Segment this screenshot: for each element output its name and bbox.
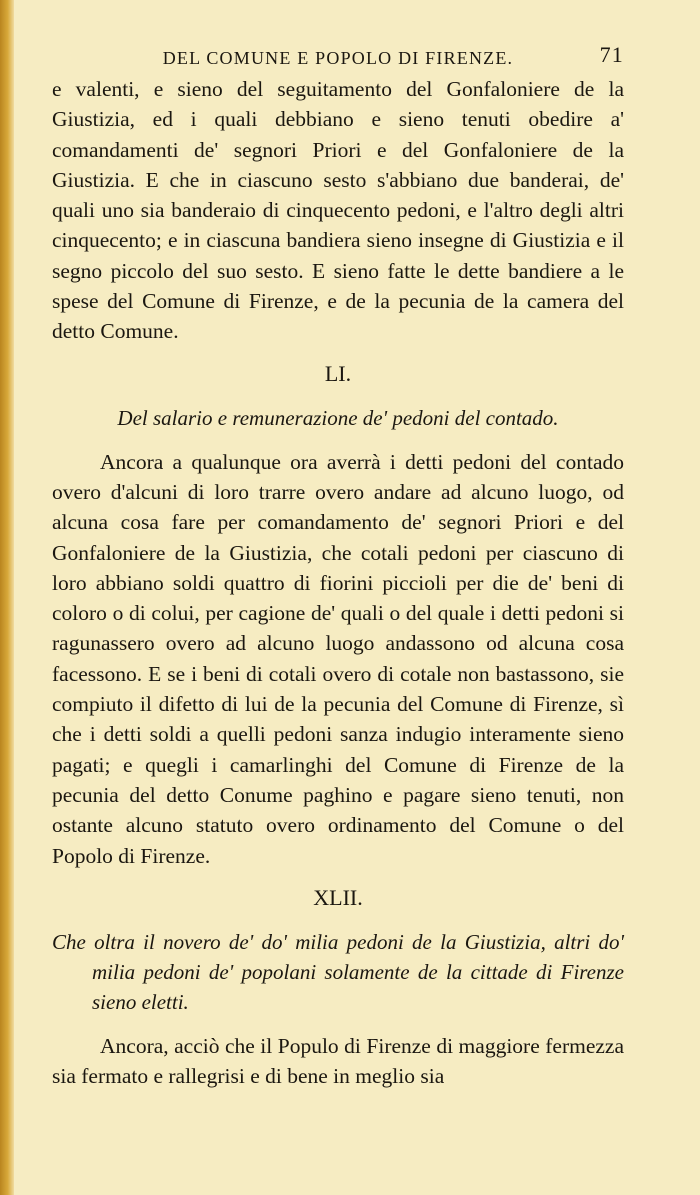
running-header-title: DEL COMUNE E POPOLO DI FIRENZE. <box>162 48 514 68</box>
running-header <box>52 40 624 74</box>
chapter-paragraph: Ancora a qualunque ora averrà i detti pedoni del contado overo d'alcuni di loro trarre overo andare ad alcuno luogo, od alcuna cosa fare per comandamento de' segnori Priori e del Gonfaloniere de la Giustizia, che cotali pedoni per ciascuno di loro abbiano soldi quattro di fiorini piccioli per die de' beni di coloro o di colui, per cagione de' quali o del quale i detti pedoni si ragunassero overo ad alcuno luogo andassono od alcuna cosa facessono. E se i beni di cotali overo di cotale non bastassono, sie compiuto il difetto di lui de la pecunia del Comune di Firenze, sì che i detti soldi a quelli pedoni sanza indugio interamente sieno pagati; e quegli i camarlinghi del Comune di Firenze de la pecunia del detto Conume paghino e pagare sieno tenuti, non ostante alcuno statuto overo ordinamento del Comune o del Popolo di Firenze. <box>52 449 624 868</box>
chapter-number: XLII. <box>313 884 363 910</box>
chapter-rubric: Del salario e remunerazione de' pedoni del contado. <box>117 405 559 430</box>
book-page <box>52 40 624 1091</box>
chapter-number: LI. <box>324 360 352 386</box>
chapter-rubric: Che oltra il novero de' do' milia pedoni de la Giustizia, altri do' milia pedoni de' popolani solamente de la cittade di Firenze sieno eletti. <box>52 929 624 1014</box>
chapter-paragraph: Ancora, acciò che il Populo di Firenze di maggiore fermezza sia fermato e rallegrisi e di bene in meglio sia <box>52 1033 624 1089</box>
book-spine-edge <box>0 0 14 1195</box>
paragraph-continued: e valenti, e sieno del seguitamento del Gonfaloniere de la Giustizia, ed i quali debbiano e sieno tenuti obedire a' comandamenti de' segnori Priori e del Gonfaloniere de la Giustizia. E che in ciascuno sesto s'abbiano due banderai, de' quali uno sia banderaio di cinquecento pedoni, e l'altro degli altri cinquecento; e in ciascuna bandiera sieno insegne di Giustizia e il segno piccolo del suo sesto. E sieno fatte le dette bandiere a le spese del Comune di Firenze, e de la pecunia de la camera del detto Comune. <box>52 77 624 344</box>
page-number: 71 <box>599 42 624 67</box>
